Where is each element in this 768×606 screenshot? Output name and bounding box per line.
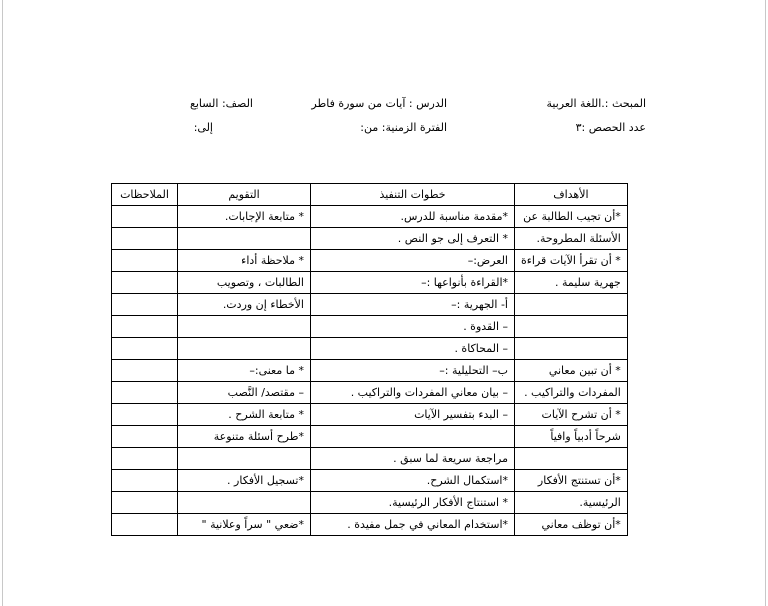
notes-cell (112, 338, 178, 360)
step-cell: – بيان معاني المفردات والتراكيب . (311, 382, 515, 404)
objective-cell: *أن تجيب الطالبة عن (515, 206, 628, 228)
step-cell (311, 426, 515, 448)
step-cell: العرض:– (311, 250, 515, 272)
evaluation-cell: الأخطاء إن وردت. (178, 294, 311, 316)
lesson-plan-table (111, 183, 628, 536)
notes-cell (112, 448, 178, 470)
step-cell: *مقدمة مناسبة للدرس. (311, 206, 515, 228)
step-cell: * استنتاج الأفكار الرئيسية. (311, 492, 515, 514)
evaluation-cell (178, 448, 311, 470)
notes-cell (112, 272, 178, 294)
objective-cell: شرحاً أدبياً وافياً (515, 426, 628, 448)
notes-cell (112, 250, 178, 272)
evaluation-cell: * متابعة الإجابات. (178, 206, 311, 228)
table-row (112, 382, 628, 404)
notes-cell (112, 382, 178, 404)
header-steps: خطوات التنفيذ (311, 184, 515, 206)
notes-cell (112, 404, 178, 426)
evaluation-cell: * متابعة الشرح . (178, 404, 311, 426)
step-cell: مراجعة سريعة لما سبق . (311, 448, 515, 470)
table-row (112, 492, 628, 514)
objective-cell: *أن تستنتج الأفكار (515, 470, 628, 492)
objective-cell: الأسئلة المطروحة. (515, 228, 628, 250)
objective-cell: * أن تشرح الآيات (515, 404, 628, 426)
objective-cell (515, 448, 628, 470)
header-objectives: الأهداف (515, 184, 628, 206)
table-row (112, 360, 628, 382)
evaluation-cell: * ما معنى:– (178, 360, 311, 382)
sessions-label: عدد الحصص :٣ (575, 121, 646, 134)
objective-cell: الرئيسية. (515, 492, 628, 514)
table-row (112, 206, 628, 228)
table-body (112, 206, 628, 536)
notes-cell (112, 426, 178, 448)
step-cell: * التعرف إلى جو النص . (311, 228, 515, 250)
evaluation-cell (178, 316, 311, 338)
notes-cell (112, 316, 178, 338)
evaluation-cell (178, 338, 311, 360)
objective-cell (515, 294, 628, 316)
objective-cell (515, 338, 628, 360)
evaluation-cell (178, 228, 311, 250)
step-cell: *استخدام المعاني في جمل مفيدة . (311, 514, 515, 536)
step-cell: *القراءة بأنواعها :– (311, 272, 515, 294)
step-cell: *استكمال الشرح. (311, 470, 515, 492)
evaluation-cell: *ضعي " سراً وعلانية " (178, 514, 311, 536)
notes-cell (112, 294, 178, 316)
grade-label: الصف: السابع (189, 97, 253, 110)
table-row (112, 448, 628, 470)
table-row (112, 228, 628, 250)
evaluation-cell (178, 492, 311, 514)
table-row (112, 250, 628, 272)
period-from-label: الفترة الزمنية: من: (360, 121, 447, 134)
objective-cell: * أن تبين معاني (515, 360, 628, 382)
notes-cell (112, 360, 178, 382)
subject-label: المبحث :.اللغة العربية (546, 97, 646, 110)
header-evaluation: التقويم (178, 184, 311, 206)
document-page (2, 0, 766, 606)
evaluation-cell: * ملاحظة أداء (178, 250, 311, 272)
notes-cell (112, 228, 178, 250)
notes-cell (112, 206, 178, 228)
objective-cell (515, 316, 628, 338)
step-cell: – البدء بتفسير الآيات (311, 404, 515, 426)
table-row (112, 316, 628, 338)
table-row (112, 514, 628, 536)
lesson-label: الدرس : آيات من سورة فاطر (311, 97, 447, 110)
notes-cell (112, 470, 178, 492)
objective-cell: *أن توظف معاني (515, 514, 628, 536)
header-notes: الملاحظات (112, 184, 178, 206)
table-row (112, 272, 628, 294)
notes-cell (112, 492, 178, 514)
objective-cell: * أن تقرأ الآيات قراءة (515, 250, 628, 272)
table-row (112, 404, 628, 426)
step-cell: أ- الجهرية :– (311, 294, 515, 316)
step-cell: – القدوة . (311, 316, 515, 338)
period-to-label: إلى: (193, 121, 213, 134)
evaluation-cell: الطالبات ، وتصويب (178, 272, 311, 294)
evaluation-cell: *تسجيل الأفكار . (178, 470, 311, 492)
table-header-row (112, 184, 628, 206)
step-cell: – المحاكاة . (311, 338, 515, 360)
table-row (112, 426, 628, 448)
table-row (112, 470, 628, 492)
evaluation-cell: *طرح أسئلة متنوعة (178, 426, 311, 448)
step-cell: ب– التحليلية :– (311, 360, 515, 382)
objective-cell: جهرية سليمة . (515, 272, 628, 294)
evaluation-cell: – مقتصد/ النَّصب (178, 382, 311, 404)
notes-cell (112, 514, 178, 536)
table-row (112, 338, 628, 360)
objective-cell: المفردات والتراكيب . (515, 382, 628, 404)
table-row (112, 294, 628, 316)
